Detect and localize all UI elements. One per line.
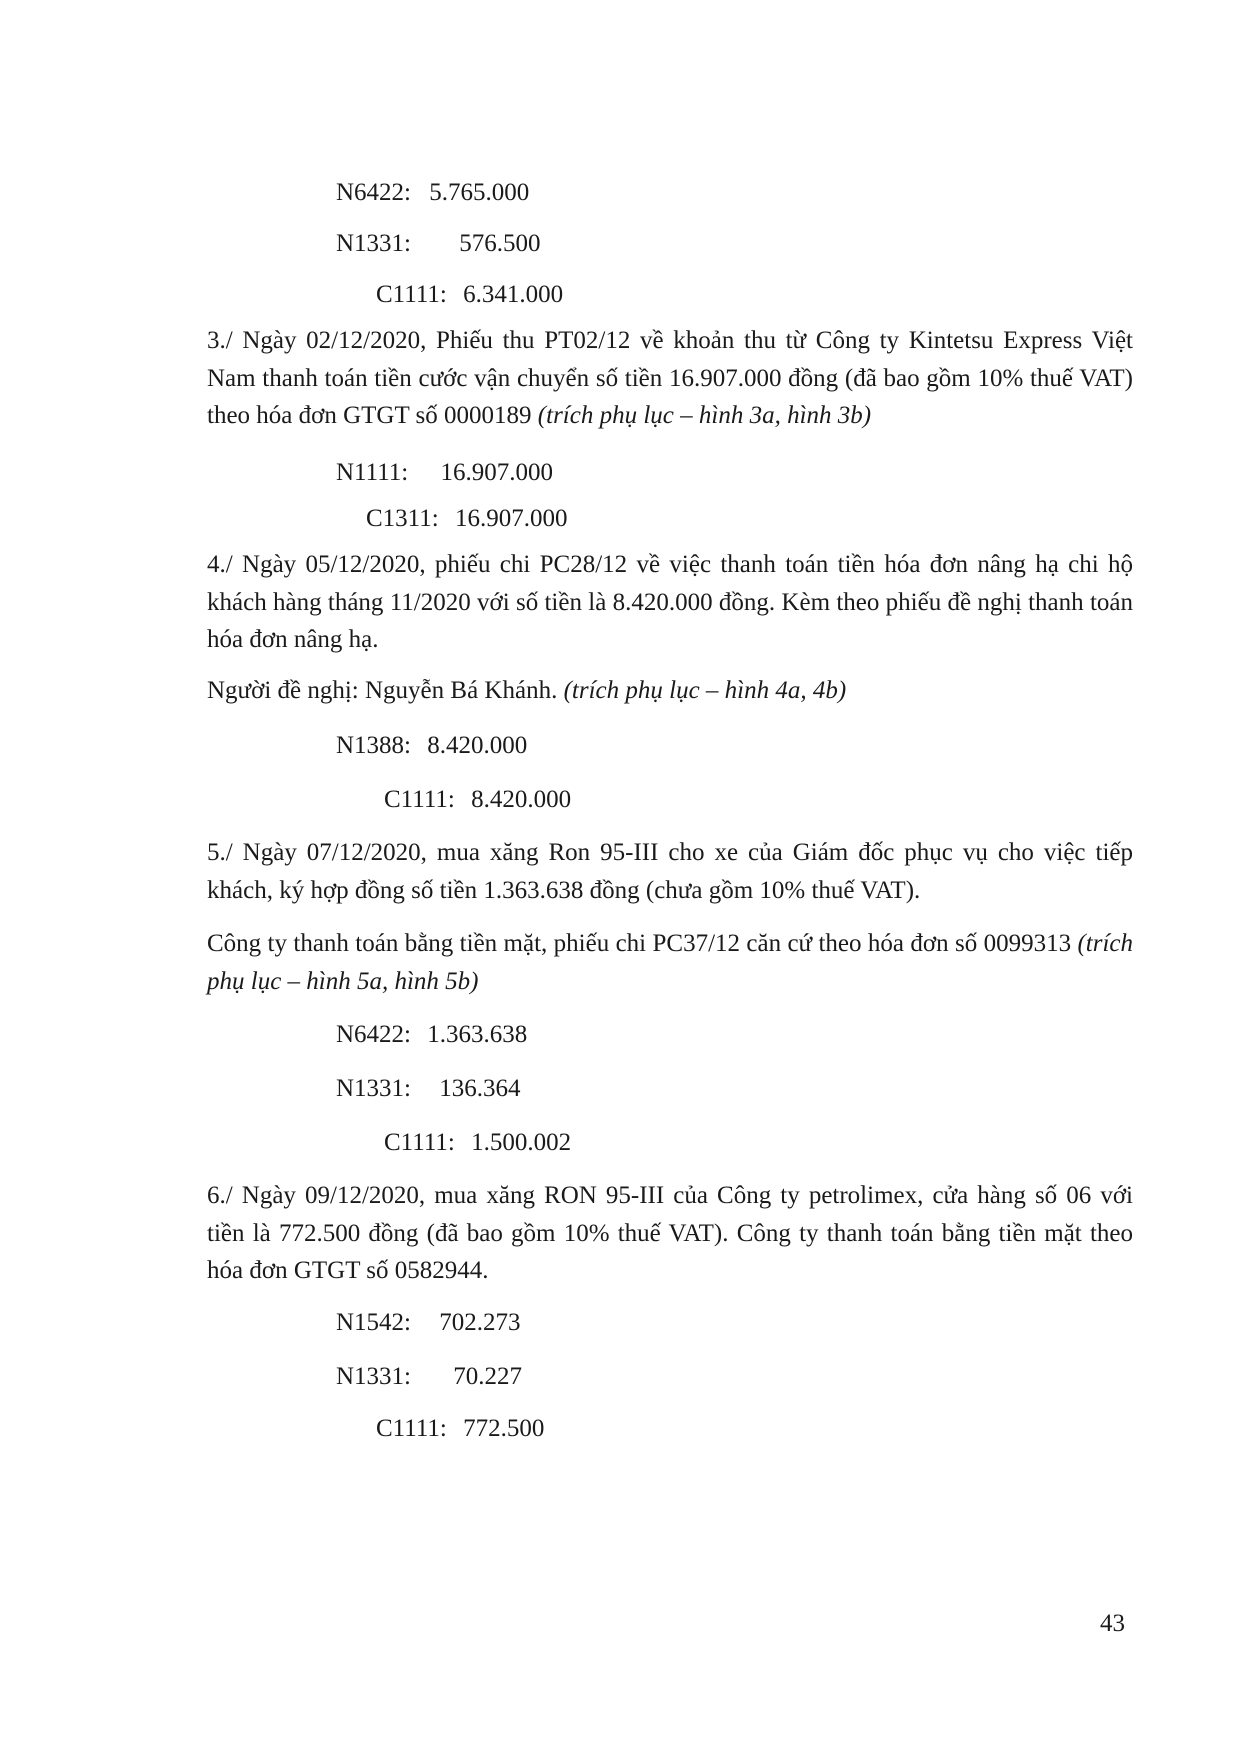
- account-code: N1542:: [336, 1309, 411, 1336]
- item-5-debit-6422: [336, 1017, 527, 1053]
- amount: 16.907.000: [440, 459, 553, 486]
- entry-credit-1111: [376, 277, 563, 313]
- account-code: C1111:: [376, 1415, 447, 1442]
- amount: 6.341.000: [463, 281, 564, 308]
- amount: 136.364: [439, 1075, 521, 1102]
- item-4-text: 4./ Ngày 05/12/2020, phiếu chi PC28/12 về việc thanh toán tiền hóa đơn nâng hạ chi hộ khách hàng tháng 11/2020 với số tiền là 8.420.000 đồng. Kèm theo phiếu đề nghị thanh toán hóa đơn nâng hạ.: [207, 551, 1133, 653]
- amount: 70.227: [453, 1363, 522, 1390]
- paragraph-item-4-proposer: [207, 672, 1133, 710]
- item-5-debit-1331: [336, 1071, 521, 1107]
- item-3-reference: (trích phụ lục – hình 3a, hình 3b): [537, 402, 872, 429]
- entry-debit-6422: [336, 175, 529, 211]
- account-code: C1111:: [384, 786, 455, 813]
- item-5-credit: [384, 1125, 571, 1161]
- item-4-credit: [384, 782, 571, 818]
- account-code: C1111:: [376, 281, 447, 308]
- page-number: 43: [1100, 1610, 1125, 1637]
- proposer-text: Người đề nghị: Nguyễn Bá Khánh.: [207, 677, 564, 704]
- paragraph-item-6: [207, 1177, 1133, 1290]
- account-code: C1111:: [384, 1129, 455, 1156]
- account-code: N1331:: [336, 230, 411, 257]
- item-6-debit-1542: [336, 1305, 521, 1341]
- amount: 702.273: [439, 1309, 521, 1336]
- amount: 5.765.000: [429, 179, 530, 206]
- item-4-debit: [336, 728, 527, 764]
- account-code: N1388:: [336, 732, 411, 759]
- account-code: N1111:: [336, 459, 409, 486]
- item-3-credit: [366, 501, 567, 537]
- item-3-debit: [336, 455, 553, 491]
- item-4-reference: (trích phụ lục – hình 4a, 4b): [563, 677, 847, 704]
- account-code: N1331:: [336, 1363, 411, 1390]
- amount: 8.420.000: [427, 732, 528, 759]
- account-code: N1331:: [336, 1075, 411, 1102]
- account-code: N6422:: [336, 179, 411, 206]
- account-code: C1311:: [366, 505, 439, 532]
- item-6-debit-1331: [336, 1359, 522, 1395]
- amount: 16.907.000: [454, 505, 568, 532]
- item-5-payment-text: Công ty thanh toán bằng tiền mặt, phiếu chi PC37/12 căn cứ theo hóa đơn số 0099313: [207, 930, 1078, 957]
- paragraph-item-4: [207, 546, 1133, 659]
- amount: 1.363.638: [427, 1021, 528, 1048]
- paragraph-item-5: [207, 834, 1133, 909]
- paragraph-item-5-payment: [207, 925, 1133, 1000]
- entry-debit-1331: [336, 226, 541, 262]
- amount: 772.500: [463, 1415, 545, 1442]
- item-5-reference: (trích phụ lục – hình 5a, hình 5b): [207, 930, 1133, 995]
- account-code: N6422:: [336, 1021, 411, 1048]
- amount: 8.420.000: [471, 786, 572, 813]
- amount: 576.500: [459, 230, 541, 257]
- item-6-text: 6./ Ngày 09/12/2020, mua xăng RON 95-III của Công ty petrolimex, cửa hàng số 06 với tiền là 772.500 đồng (đã bao gồm 10% thuế VAT). Công ty thanh toán bằng tiền mặt theo hóa đơn GTGT số 0582944.: [207, 1182, 1133, 1284]
- amount: 1.500.002: [471, 1129, 572, 1156]
- item-6-credit: [376, 1411, 544, 1447]
- item-5-text: 5./ Ngày 07/12/2020, mua xăng Ron 95-III cho xe của Giám đốc phục vụ cho việc tiếp khách, ký hợp đồng số tiền 1.363.638 đồng (chưa gồm 10% thuế VAT).: [207, 839, 1133, 904]
- paragraph-item-3: [207, 322, 1133, 435]
- item-3-text: 3./ Ngày 02/12/2020, Phiếu thu PT02/12 về khoản thu từ Công ty Kintetsu Express Việt Nam thanh toán tiền cước vận chuyển số tiền 16.907.000 đồng (đã bao gồm 10% thuế VAT) theo hóa đơn GTGT số 0000189: [207, 327, 1133, 429]
